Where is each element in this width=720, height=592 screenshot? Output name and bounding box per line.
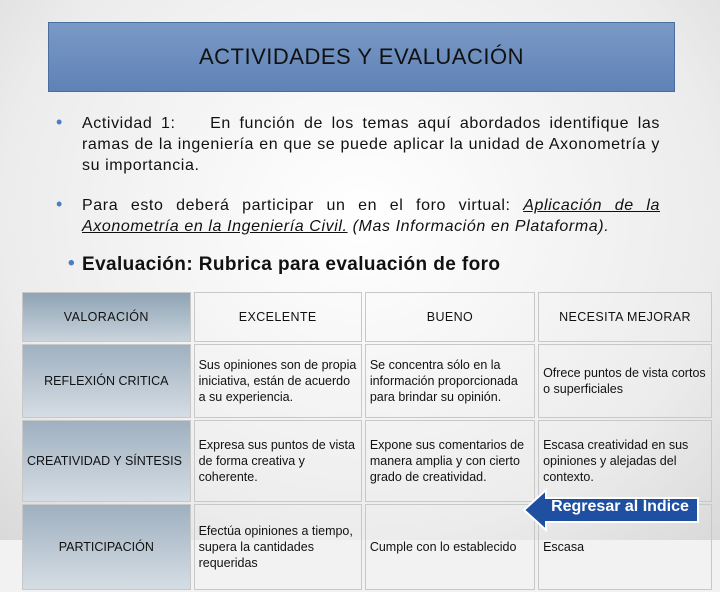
criterion-cell: REFLEXIÓN CRITICA xyxy=(22,344,191,418)
mejorar-cell: Ofrece puntos de vista cortos o superficiales xyxy=(538,344,712,418)
bullet-forum xyxy=(56,194,661,237)
bullet-dot: • xyxy=(56,194,63,214)
excelente-cell: Expresa sus puntos de vista de forma creativa y coherente. xyxy=(194,420,362,502)
back-to-index-button[interactable] xyxy=(522,488,700,532)
bueno-cell: Cumple con lo establecido xyxy=(365,504,535,590)
header-valoracion: VALORACIÓN xyxy=(22,292,191,342)
slide-title: ACTIVIDADES Y EVALUACIÓN xyxy=(199,44,524,69)
header-bueno: BUENO xyxy=(365,292,535,342)
evaluation-heading: Evaluación: Rubrica para evaluación de foro xyxy=(82,254,501,275)
excelente-cell: Sus opiniones son de propia iniciativa, están de acuerdo a su experiencia. xyxy=(194,344,362,418)
evaluation-heading-row xyxy=(68,253,682,276)
bullet-activity-1 xyxy=(56,112,660,176)
header-necesita-mejorar: NECESITA MEJORAR xyxy=(538,292,712,342)
forum-suffix: (Mas Información en Plataforma). xyxy=(347,218,610,235)
title-banner xyxy=(48,22,675,92)
activity-text: En función de los temas aquí abordados identifique las ramas de la ingeniería en que se puede aplicar la unidad de Axonometría y su importancia. xyxy=(82,115,660,174)
mejorar-cell: Escasa creatividad en sus opiniones y alejadas del contexto. xyxy=(538,420,712,502)
bullet-dot: • xyxy=(68,253,76,274)
bueno-cell: Expone sus comentarios de manera amplia y con cierto grado de creatividad. xyxy=(365,420,535,502)
bueno-cell: Se concentra sólo en la información proporcionada para brindar su opinión. xyxy=(365,344,535,418)
excelente-cell: Efectúa opiniones a tiempo, supera la cantidades requeridas xyxy=(194,504,362,590)
table-header-row xyxy=(22,292,712,342)
header-excelente: EXCELENTE xyxy=(194,292,362,342)
forum-text: Para esto deberá participar un en el foro virtual: xyxy=(82,197,524,214)
table-row xyxy=(22,344,712,418)
back-button-label: Regresar al Índice xyxy=(551,498,689,515)
criterion-cell: CREATIVIDAD Y SÍNTESIS xyxy=(22,420,191,502)
mejorar-cell: Escasa xyxy=(538,504,712,590)
forum-link[interactable]: Aplicación de la Axonometría en la Ingeniería Civil. xyxy=(82,197,661,235)
rubric-table xyxy=(19,290,715,592)
activity-label: Actividad 1: xyxy=(82,115,176,132)
criterion-cell: PARTICIPACIÓN xyxy=(22,504,191,590)
bullet-dot: • xyxy=(56,112,63,132)
